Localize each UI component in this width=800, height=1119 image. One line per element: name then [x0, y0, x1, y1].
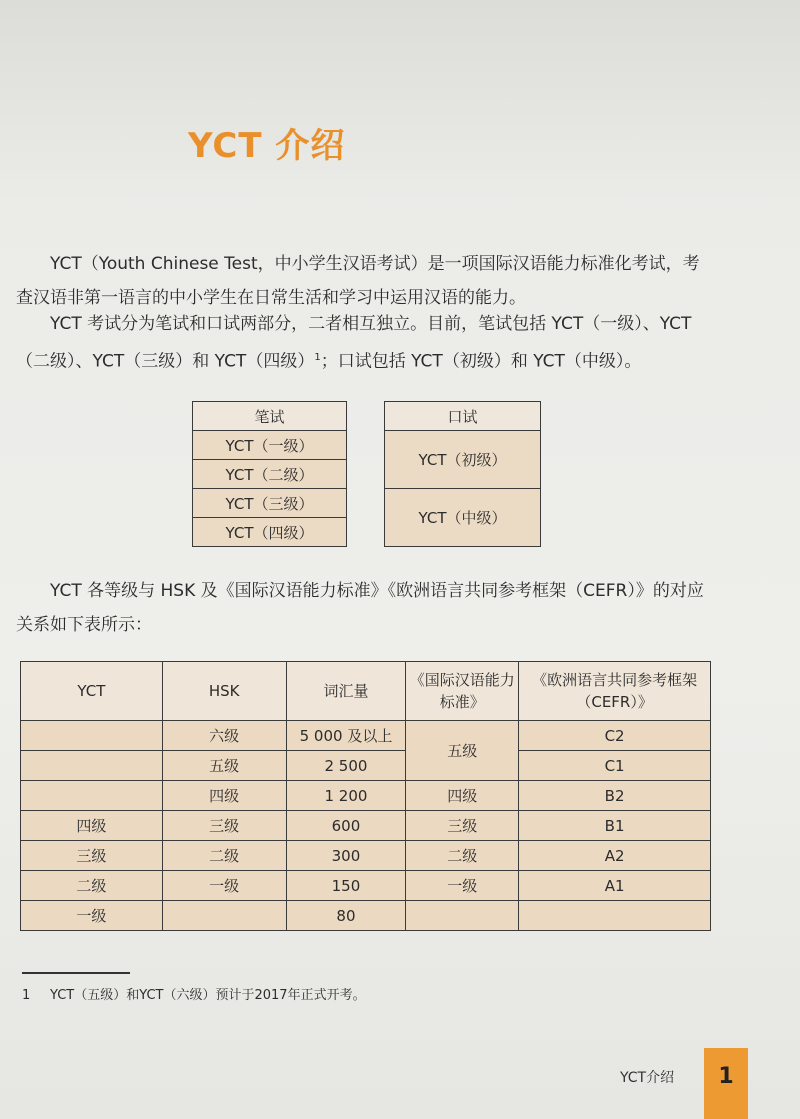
cell-cefr: A2: [519, 841, 711, 871]
cell-vocab: 600: [286, 811, 406, 841]
col-header-hsk: HSK: [162, 662, 286, 721]
cell-yct: 二级: [21, 871, 163, 901]
footnote-divider: [22, 972, 130, 974]
cell-yct: 一级: [21, 901, 163, 931]
written-test-header: 笔试: [193, 402, 347, 431]
intro-paragraph-2-tail: ；口试包括 YCT（初级）和 YCT（中级）。: [320, 351, 642, 372]
cell-vocab: 80: [286, 901, 406, 931]
cell-standard: 三级: [406, 811, 519, 841]
cell-cefr: C2: [519, 721, 711, 751]
written-test-row: YCT（四级）: [193, 518, 347, 547]
cell-cefr: [519, 901, 711, 931]
cell-yct: 三级: [21, 841, 163, 871]
oral-test-table: [384, 401, 541, 547]
intro-paragraph-3-text: YCT 各等级与 HSK 及《国际汉语能力标准》《欧洲语言共同参考框架（CEFR）》的对应关系如下表所示：: [16, 581, 704, 635]
cell-vocab: 2 500: [286, 751, 406, 781]
cell-hsk: 四级: [162, 781, 286, 811]
intro-paragraph-3: [16, 574, 716, 642]
footnote-text: YCT（五级）和YCT（六级）预计于2017年正式开考。: [50, 988, 366, 1003]
table-row: [21, 811, 711, 841]
table-row: [21, 781, 711, 811]
intro-paragraph-2-text: YCT 考试分为笔试和口试两部分，二者相互独立。目前，笔试包括 YCT（一级）、YCT（二级）、YCT（三级）和 YCT（四级）: [16, 314, 692, 372]
cell-hsk: 五级: [162, 751, 286, 781]
table-header-row: [21, 662, 711, 721]
cell-vocab: 150: [286, 871, 406, 901]
cell-standard: 一级: [406, 871, 519, 901]
oral-test-header: 口试: [385, 402, 541, 431]
cell-yct: [21, 781, 163, 811]
page-number: 1: [718, 1064, 734, 1089]
cell-yct: [21, 721, 163, 751]
cell-cefr: B1: [519, 811, 711, 841]
written-test-row: YCT（二级）: [193, 460, 347, 489]
cell-standard: 二级: [406, 841, 519, 871]
cell-cefr: C1: [519, 751, 711, 781]
table-row: [21, 841, 711, 871]
oral-test-row: YCT（中级）: [385, 489, 541, 547]
written-test-row: YCT（一级）: [193, 431, 347, 460]
table-row: [21, 901, 711, 931]
cell-standard: [406, 901, 519, 931]
cell-standard: 四级: [406, 781, 519, 811]
col-header-cefr: 《欧洲语言共同参考框架（CEFR）》: [519, 662, 711, 721]
col-header-standard: 《国际汉语能力标准》: [406, 662, 519, 721]
page-number-tab: [704, 1048, 748, 1119]
cell-hsk: 二级: [162, 841, 286, 871]
intro-paragraph-1-text: YCT（Youth Chinese Test，中小学生汉语考试）是一项国际汉语能力标准化考试，考查汉语非第一语言的中小学生在日常生活和学习中运用汉语的能力。: [16, 254, 700, 308]
table-row: [21, 721, 711, 751]
cell-vocab: 300: [286, 841, 406, 871]
col-header-vocab: 词汇量: [286, 662, 406, 721]
cell-hsk: 三级: [162, 811, 286, 841]
page-title: YCT 介绍: [188, 126, 346, 166]
level-correspondence-table: [20, 661, 711, 931]
footer-section-label: YCT介绍: [620, 1070, 675, 1086]
cell-vocab: 5 000 及以上: [286, 721, 406, 751]
cell-hsk: 一级: [162, 871, 286, 901]
col-header-yct: YCT: [21, 662, 163, 721]
footnote: [22, 984, 366, 1003]
table-row: [21, 751, 711, 781]
written-test-table: [192, 401, 347, 547]
table-row: [21, 871, 711, 901]
written-test-row: YCT（三级）: [193, 489, 347, 518]
cell-yct: 四级: [21, 811, 163, 841]
intro-paragraph-1: [16, 247, 716, 315]
cell-hsk: 六级: [162, 721, 286, 751]
footnote-marker: 1: [314, 352, 321, 363]
cell-hsk: [162, 901, 286, 931]
cell-cefr: B2: [519, 781, 711, 811]
cell-yct: [21, 751, 163, 781]
intro-paragraph-2: [16, 307, 716, 379]
cell-vocab: 1 200: [286, 781, 406, 811]
cell-cefr: A1: [519, 871, 711, 901]
cell-standard: 五级: [406, 721, 519, 781]
footnote-number: 1: [22, 988, 31, 1003]
oral-test-row: YCT（初级）: [385, 431, 541, 489]
